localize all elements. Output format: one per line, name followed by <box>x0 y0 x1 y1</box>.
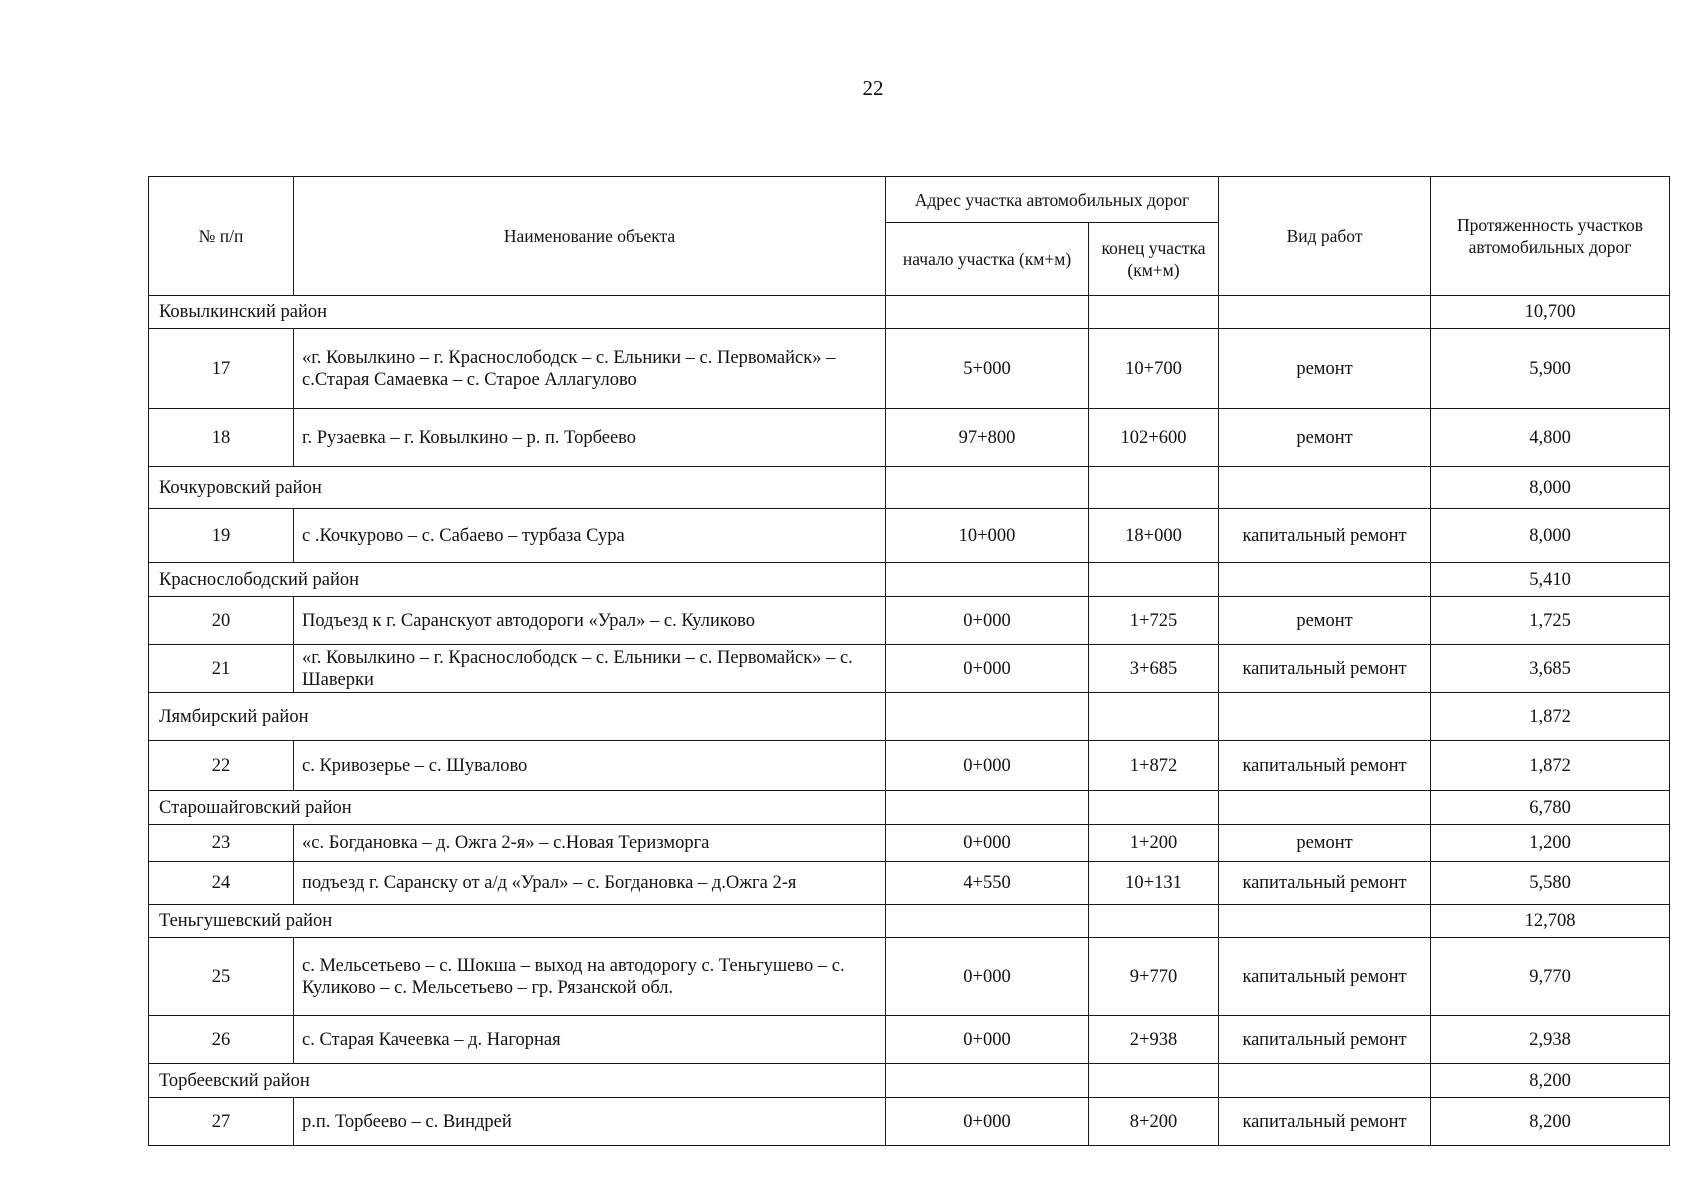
section-end: 10+131 <box>1089 862 1219 905</box>
object-name: р.п. Торбеево – с. Виндрей <box>294 1098 886 1146</box>
work-type: ремонт <box>1219 597 1431 645</box>
district-row <box>149 296 1670 329</box>
district-row <box>149 905 1670 938</box>
section-end: 102+600 <box>1089 409 1219 467</box>
section-start: 0+000 <box>886 1016 1089 1064</box>
district-total: 5,410 <box>1431 563 1670 597</box>
table-row <box>149 509 1670 563</box>
object-name: «г. Ковылкино – г. Краснослободск – с. Ельники – с. Первомайск» – с. Шаверки <box>294 645 886 693</box>
row-number: 18 <box>149 409 294 467</box>
district-row <box>149 693 1670 741</box>
section-length: 8,200 <box>1431 1098 1670 1146</box>
district-name: Торбеевский район <box>149 1064 886 1098</box>
district-total: 6,780 <box>1431 791 1670 825</box>
section-length: 5,580 <box>1431 862 1670 905</box>
object-name: с. Старая Качеевка – д. Нагорная <box>294 1016 886 1064</box>
district-total: 10,700 <box>1431 296 1670 329</box>
row-number: 25 <box>149 938 294 1016</box>
table-row <box>149 1016 1670 1064</box>
table-row <box>149 597 1670 645</box>
section-length: 5,900 <box>1431 329 1670 409</box>
header-end: конец участка (км+м) <box>1089 223 1219 296</box>
header-length: Протяженность участков автомобильных дорог <box>1431 177 1670 296</box>
section-length: 8,000 <box>1431 509 1670 563</box>
district-name: Старошайговский район <box>149 791 886 825</box>
district-name: Краснослободский район <box>149 563 886 597</box>
empty-cell <box>1219 296 1431 329</box>
section-end: 9+770 <box>1089 938 1219 1016</box>
table-row <box>149 1098 1670 1146</box>
object-name: Подъезд к г. Саранскуот автодороги «Урал» – с. Куликово <box>294 597 886 645</box>
empty-cell <box>886 296 1089 329</box>
section-start: 10+000 <box>886 509 1089 563</box>
section-length: 1,872 <box>1431 741 1670 791</box>
section-end: 1+725 <box>1089 597 1219 645</box>
work-type: капитальный ремонт <box>1219 1098 1431 1146</box>
section-start: 0+000 <box>886 741 1089 791</box>
work-type: капитальный ремонт <box>1219 645 1431 693</box>
empty-cell <box>886 693 1089 741</box>
table-body <box>149 296 1670 1146</box>
empty-cell <box>1219 1064 1431 1098</box>
row-number: 24 <box>149 862 294 905</box>
section-end: 3+685 <box>1089 645 1219 693</box>
table-row <box>149 409 1670 467</box>
table-row <box>149 825 1670 862</box>
header-num: № п/п <box>149 177 294 296</box>
object-name: «г. Ковылкино – г. Краснослободск – с. Ельники – с. Первомайск» – с.Старая Самаевка – с. Старое Аллагулово <box>294 329 886 409</box>
section-start: 4+550 <box>886 862 1089 905</box>
empty-cell <box>886 563 1089 597</box>
object-name: подъезд г. Саранску от а/д «Урал» – с. Богдановка – д.Ожга 2-я <box>294 862 886 905</box>
header-name: Наименование объекта <box>294 177 886 296</box>
table-row <box>149 938 1670 1016</box>
row-number: 21 <box>149 645 294 693</box>
district-row <box>149 1064 1670 1098</box>
work-type: ремонт <box>1219 409 1431 467</box>
district-total: 8,000 <box>1431 467 1670 509</box>
section-end: 1+872 <box>1089 741 1219 791</box>
object-name: г. Рузаевка – г. Ковылкино – р. п. Торбеево <box>294 409 886 467</box>
section-length: 2,938 <box>1431 1016 1670 1064</box>
section-end: 8+200 <box>1089 1098 1219 1146</box>
section-start: 0+000 <box>886 597 1089 645</box>
object-name: с .Кочкурово – с. Сабаево – турбаза Сура <box>294 509 886 563</box>
row-number: 17 <box>149 329 294 409</box>
table-row <box>149 645 1670 693</box>
table-row <box>149 329 1670 409</box>
section-end: 1+200 <box>1089 825 1219 862</box>
empty-cell <box>1219 467 1431 509</box>
empty-cell <box>886 1064 1089 1098</box>
empty-cell <box>1089 693 1219 741</box>
section-start: 0+000 <box>886 938 1089 1016</box>
header-work: Вид работ <box>1219 177 1431 296</box>
empty-cell <box>1219 563 1431 597</box>
section-end: 10+700 <box>1089 329 1219 409</box>
table-row <box>149 741 1670 791</box>
empty-cell <box>886 905 1089 938</box>
row-number: 22 <box>149 741 294 791</box>
district-total: 12,708 <box>1431 905 1670 938</box>
empty-cell <box>1219 905 1431 938</box>
road-works-table <box>148 176 1670 1146</box>
district-row <box>149 467 1670 509</box>
table-row <box>149 862 1670 905</box>
page-number: 22 <box>862 76 884 100</box>
work-type: капитальный ремонт <box>1219 509 1431 563</box>
section-start: 0+000 <box>886 645 1089 693</box>
work-type: капитальный ремонт <box>1219 862 1431 905</box>
header-address: Адрес участка автомобильных дорог <box>886 177 1219 223</box>
district-name: Кочкуровский район <box>149 467 886 509</box>
row-number: 27 <box>149 1098 294 1146</box>
work-type: капитальный ремонт <box>1219 1016 1431 1064</box>
work-type: ремонт <box>1219 825 1431 862</box>
district-name: Лямбирский район <box>149 693 886 741</box>
header-start: начало участка (км+м) <box>886 223 1089 296</box>
district-total: 1,872 <box>1431 693 1670 741</box>
object-name: с. Кривозерье – с. Шувалово <box>294 741 886 791</box>
row-number: 26 <box>149 1016 294 1064</box>
empty-cell <box>1219 693 1431 741</box>
object-name: с. Мельсетьево – с. Шокша – выход на автодорогу с. Теньгушево – с. Куликово – с. Мельсетьево – гр. Рязанской обл. <box>294 938 886 1016</box>
empty-cell <box>1089 296 1219 329</box>
empty-cell <box>886 467 1089 509</box>
section-start: 97+800 <box>886 409 1089 467</box>
district-row <box>149 791 1670 825</box>
empty-cell <box>1089 563 1219 597</box>
empty-cell <box>1219 791 1431 825</box>
empty-cell <box>1089 1064 1219 1098</box>
section-end: 2+938 <box>1089 1016 1219 1064</box>
section-length: 1,725 <box>1431 597 1670 645</box>
empty-cell <box>886 791 1089 825</box>
work-type: капитальный ремонт <box>1219 938 1431 1016</box>
section-start: 0+000 <box>886 1098 1089 1146</box>
work-type: ремонт <box>1219 329 1431 409</box>
section-end: 18+000 <box>1089 509 1219 563</box>
empty-cell <box>1089 791 1219 825</box>
district-name: Ковылкинский район <box>149 296 886 329</box>
section-start: 0+000 <box>886 825 1089 862</box>
row-number: 19 <box>149 509 294 563</box>
section-length: 3,685 <box>1431 645 1670 693</box>
section-start: 5+000 <box>886 329 1089 409</box>
district-total: 8,200 <box>1431 1064 1670 1098</box>
empty-cell <box>1089 467 1219 509</box>
district-name: Теньгушевский район <box>149 905 886 938</box>
work-type: капитальный ремонт <box>1219 741 1431 791</box>
section-length: 1,200 <box>1431 825 1670 862</box>
row-number: 20 <box>149 597 294 645</box>
district-row <box>149 563 1670 597</box>
section-length: 9,770 <box>1431 938 1670 1016</box>
row-number: 23 <box>149 825 294 862</box>
section-length: 4,800 <box>1431 409 1670 467</box>
empty-cell <box>1089 905 1219 938</box>
object-name: «с. Богдановка – д. Ожга 2-я» – с.Новая Теризморга <box>294 825 886 862</box>
